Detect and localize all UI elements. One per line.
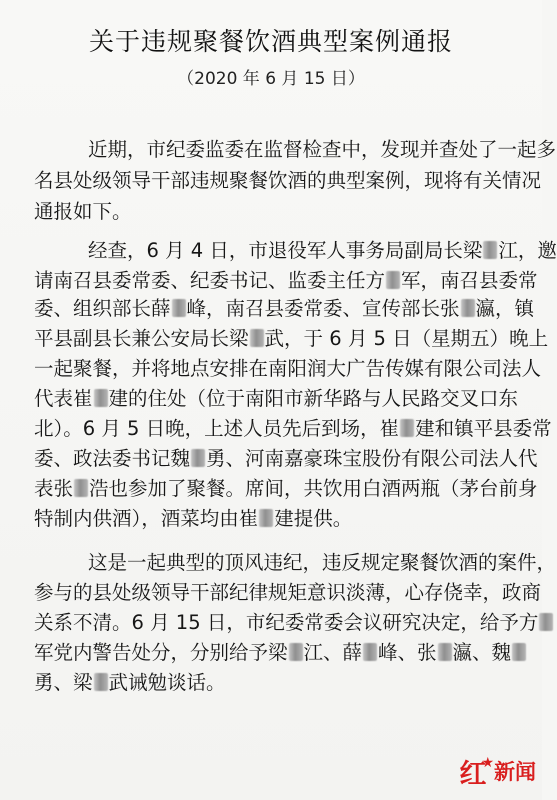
star-icon: ★: [481, 755, 494, 771]
hongxing-news-logo: [459, 754, 536, 788]
redaction-blur: [74, 479, 88, 497]
body-line: [88, 238, 557, 264]
body-line: [34, 670, 226, 696]
line-text: 这是一起典型的顶风违纪，违反规定聚餐饮酒的案件，: [88, 551, 557, 574]
body-line: [34, 416, 552, 442]
body-line: [34, 268, 538, 294]
body-line: [34, 580, 541, 606]
line-text: 峰、张: [378, 641, 437, 664]
line-text: 一起聚餐，并将地点安排在南阳润大广告传媒有限公司法人: [34, 357, 542, 380]
line-text: 关系不清。6 月 15 日，市纪委常委会议研究决定，给予方: [34, 611, 539, 634]
body-line: [34, 610, 554, 636]
redaction-blur: [400, 419, 414, 437]
line-text: 瀛，镇: [475, 297, 535, 320]
redaction-blur: [250, 329, 264, 347]
redaction-blur: [483, 241, 497, 259]
body-line: [88, 550, 556, 576]
line-text: 峰，南召县委常委、宣传部长张: [186, 297, 460, 320]
body-line: [34, 476, 538, 502]
line-text: 勇、梁: [34, 671, 93, 694]
redaction-blur: [539, 613, 553, 631]
redaction-blur: [259, 509, 273, 527]
line-text: 军党内警告处分，分别给予梁: [34, 641, 288, 664]
body-line: [34, 168, 541, 194]
body-line: [34, 326, 548, 352]
redaction-blur: [191, 449, 205, 467]
line-text: 通报如下。: [34, 200, 132, 223]
body-line: [34, 506, 352, 532]
redaction-blur: [94, 389, 108, 407]
body-line: [34, 386, 518, 412]
line-text: 委、组织部长薛: [34, 297, 171, 320]
logo-news-text: 新闻: [494, 759, 536, 784]
line-text: 平县副县长兼公安局长梁: [34, 327, 249, 350]
redaction-blur: [363, 643, 377, 661]
line-text: 北）。6 月 5 日晚，上述人员先后到场，崔: [34, 417, 400, 440]
body-line: [34, 640, 527, 666]
document-title: 关于违规聚餐饮酒典型案例通报: [88, 27, 453, 56]
redaction-blur: [289, 643, 303, 661]
logo-red-char: 红: [459, 758, 486, 790]
line-text: 武，于 6 月 5 日（星期五）晚上: [264, 327, 549, 350]
line-text: 代表崔: [34, 387, 93, 410]
line-text: 委、政法委书记魏: [34, 447, 191, 470]
line-text: 表张: [34, 477, 74, 500]
redaction-blur: [386, 271, 400, 289]
line-text: 经查，6 月 4 日，市退役军人事务局副局长梁: [88, 239, 483, 262]
line-text: 江、薛: [303, 641, 363, 664]
body-line: [88, 137, 556, 163]
body-line: [34, 446, 538, 472]
line-text: 名县处级领导干部违规聚餐饮酒的典型案例，现将有关情况: [34, 169, 542, 192]
line-text: 参与的县处级领导干部纪律规矩意识淡薄，心存侥幸，政商: [34, 581, 542, 604]
redaction-blur: [438, 643, 452, 661]
line-text: 请南召县委常委、纪委书记、监委主任方: [34, 269, 386, 292]
line-text: 勇、河南嘉豪珠宝股份有限公司法人代: [206, 447, 538, 470]
redaction-blur: [461, 299, 475, 317]
line-text: 武诫勉谈话。: [108, 671, 226, 694]
line-text: 建的住处（位于南阳市新华路与人民路交叉口东: [108, 387, 519, 410]
line-text: 建和镇平县委常: [415, 417, 552, 440]
line-text: 浩也参加了聚餐。席间，共饮用白酒两瓶（茅台前身: [89, 477, 538, 500]
redaction-blur: [512, 643, 526, 661]
body-line: [34, 356, 541, 382]
body-line: [34, 199, 132, 225]
body-line: [34, 296, 534, 322]
line-text: 建提供。: [274, 507, 353, 530]
redaction-blur: [172, 299, 186, 317]
line-text: 江，邀: [498, 239, 557, 262]
line-text: 特制内供酒），酒菜均由崔: [34, 507, 259, 530]
redaction-blur: [94, 673, 108, 691]
line-text: 近期，市纪委监委在监督检查中，发现并查处了一起多: [88, 138, 557, 161]
line-text: 瀛、魏: [452, 641, 512, 664]
document-date: （2020 年 6 月 15 日）: [177, 69, 365, 89]
line-text: 军，南召县委常: [401, 269, 538, 292]
